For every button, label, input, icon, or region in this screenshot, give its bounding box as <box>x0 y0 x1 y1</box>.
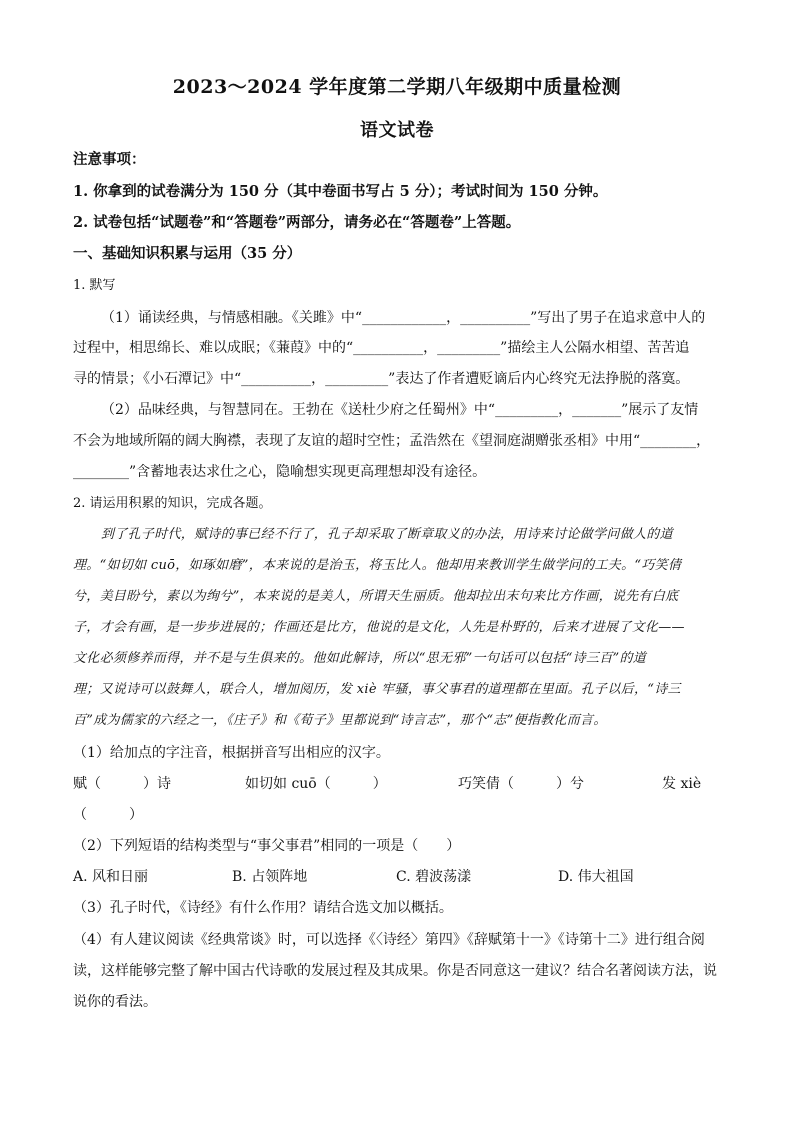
option-b: B. 占领阵地 <box>232 869 308 885</box>
pinyin-fill-e: （ ） <box>73 807 143 823</box>
exam-title: 2023～2024 学年度第二学期八年级期中质量检测 <box>172 76 622 98</box>
q2-sub1: （1）给加点的字注音，根据拼音写出相应的汉字。 <box>73 745 390 761</box>
question-1-label: 1. 默写 <box>73 278 116 293</box>
option-c: C. 碧波荡漾 <box>396 869 472 885</box>
q1-part1-line1: （1）诵读经典，与情感相融。《关雎》中“____________，__________”写出了男子在追求意中人的 <box>101 310 706 326</box>
q2-sub4-line2: 读，这样能够完整了解中国古代诗歌的发展过程及其成果。你是否同意这一建议？结合名著阅读方法，说 <box>73 963 717 979</box>
passage-line-2: 理。“如切如 cuō，如琢如磨”，本来说的是治玉，将玉比人。他却用来教训学生做学问的工夫。“巧笑倩 <box>73 558 682 573</box>
passage-line-4: 子，才会有画，是一步步进展的；作画还是比方，他说的是文化，人先是朴野的，后来才进展了文化—— <box>73 620 685 635</box>
pinyin-fill-a: 赋（ ）诗 <box>73 776 171 792</box>
pinyin-fill-d: 发 xiè <box>662 776 702 792</box>
notice-item-2: 2. 试卷包括“试题卷”和“答题卷”两部分，请务必在“答题卷”上答题。 <box>73 214 521 231</box>
q2-sub4-line1: （4）有人建议阅读《经典常谈》时，可以选择《〈诗经〉第四》《辞赋第十一》《诗第十二》进行组合阅 <box>73 932 705 948</box>
q1-part2-line2: 不会为地域所隔的阔大胸襟，表现了友谊的超时空性；孟浩然在《望洞庭湖赠张丞相》中用“________， <box>73 433 711 449</box>
q1-part2-line3: ________”含蓄地表达求仕之心，隐喻想实现更高理想却没有途径。 <box>73 464 487 480</box>
q2-sub3: （3）孔子时代，《诗经》有什么作用？请结合选文加以概括。 <box>73 900 453 916</box>
question-2-label: 2. 请运用积累的知识，完成各题。 <box>73 496 272 511</box>
notice-heading: 注意事项： <box>73 151 146 168</box>
q1-part1-line2: 过程中，相思绵长、难以成眠；《蒹葭》中的“__________，_________”描绘主人公隔水相望、苦苦追 <box>73 340 690 356</box>
option-a: A. 风和日丽 <box>73 869 149 885</box>
notice-item-1: 1. 你拿到的试卷满分为 150 分（其中卷面书写占 5 分）；考试时间为 150 分钟。 <box>73 183 608 200</box>
pinyin-fill-b: 如切如 cuō（ ） <box>245 776 387 792</box>
q1-part2-line1: （2）品味经典，与智慧同在。王勃在《送杜少府之任蜀州》中“_________，_______”展示了友情 <box>101 402 699 418</box>
passage-line-5: 文化必须修养而得，并不是与生俱来的。他如此解诗，所以“思无邪”一句话可以包括“诗三百”的道 <box>73 651 647 666</box>
q2-sub4-line3: 说你的看法。 <box>73 994 157 1010</box>
section-1-heading: 一、基础知识积累与运用（35 分） <box>73 245 302 262</box>
q2-sub2: （2）下列短语的结构类型与“事父事君”相同的一项是（ ） <box>73 838 461 854</box>
passage-line-7: 百”成为儒家的六经之一，《庄子》和《荀子》里都说到“诗言志”，那个“志”便指教化而言。 <box>73 713 607 728</box>
q1-part1-line3: 寻的情景；《小石潭记》中“__________，_________”表达了作者遭贬谪后内心终究无法挣脱的落寞。 <box>73 371 690 387</box>
passage-line-3: 兮，美目盼兮，素以为绚兮”，本来说的是美人，所谓天生丽质。他却拉出末句来比方作画，说先有白底 <box>73 589 679 604</box>
pinyin-fill-c: 巧笑倩（ ）兮 <box>458 776 584 792</box>
option-d: D. 伟大祖国 <box>558 869 634 885</box>
passage-line-1: 到了孔子时代，赋诗的事已经不行了，孔子却采取了断章取义的办法，用诗来讨论做学问做人的道 <box>101 527 673 542</box>
exam-subtitle: 语文试卷 <box>360 120 434 141</box>
passage-line-6: 理；又说诗可以鼓舞人，联合人，增加阅历，发 xiè 牢骚，事父事君的道理都在里面。孔子以后，“诗三 <box>73 682 681 697</box>
